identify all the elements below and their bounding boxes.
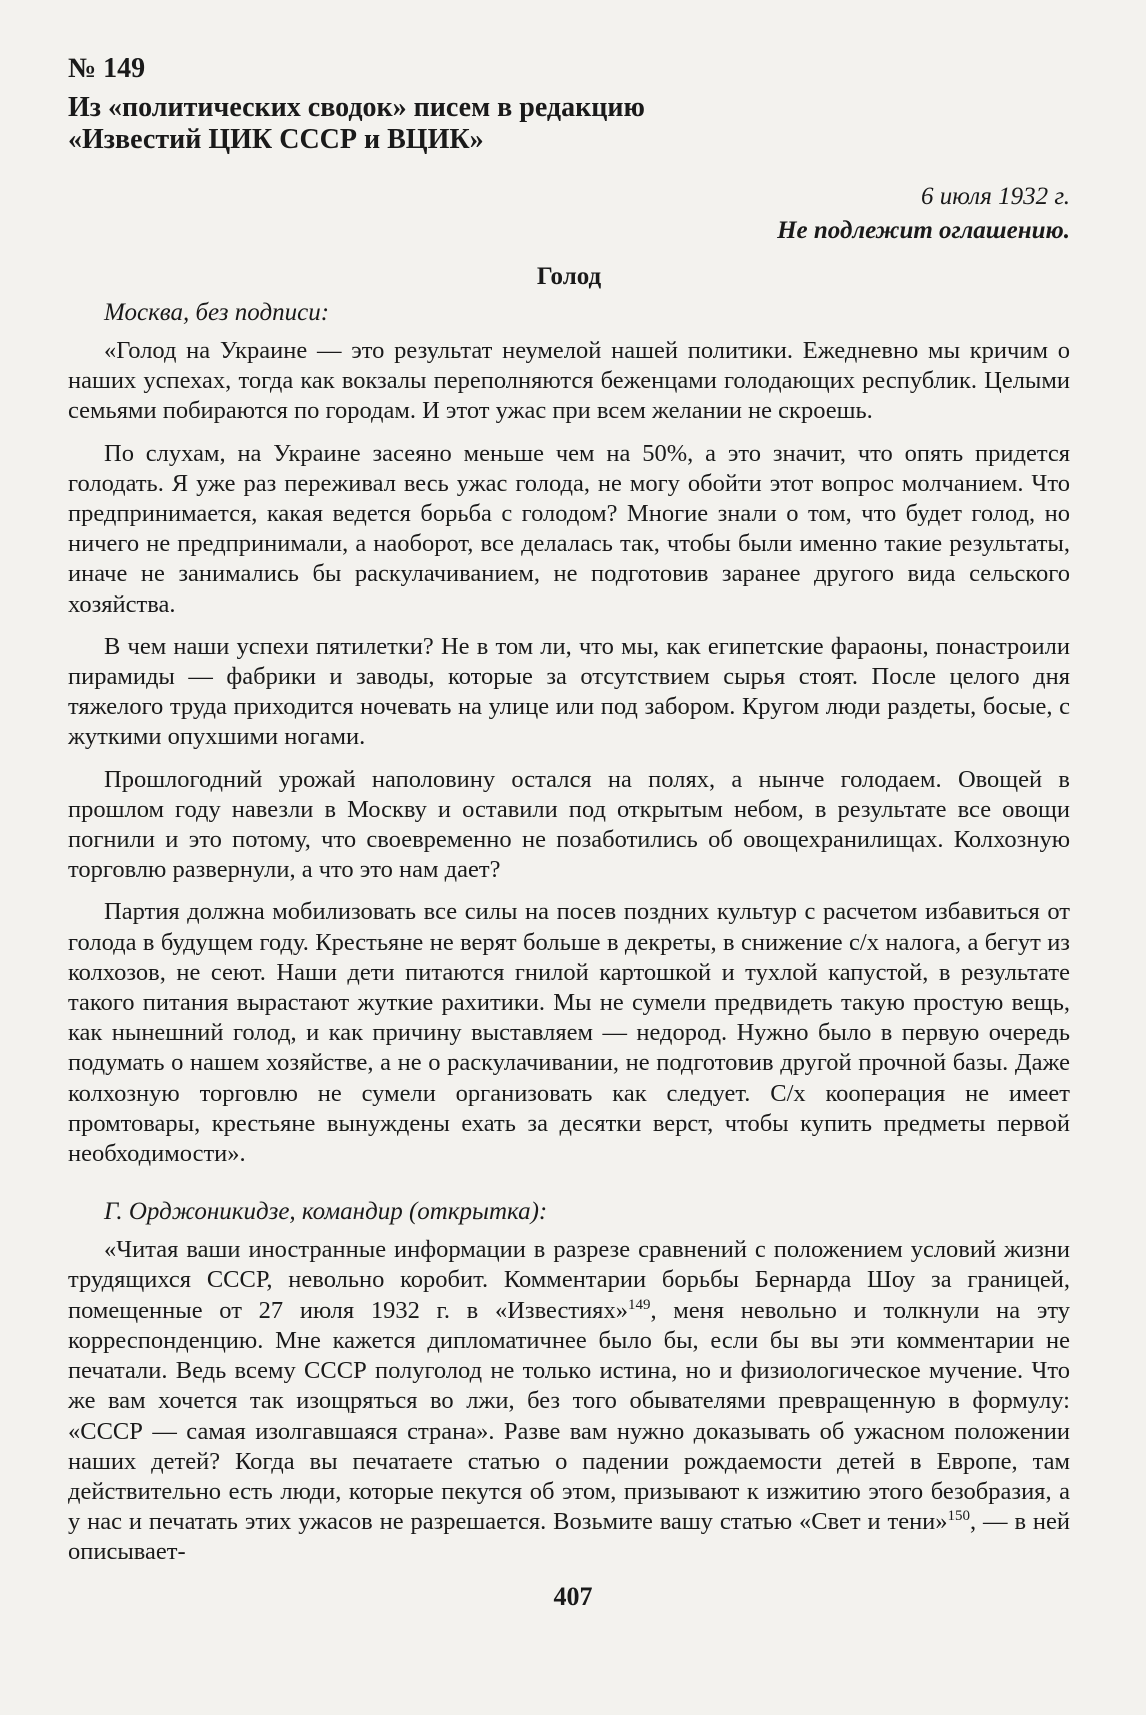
- letter-1-paragraph-1: «Голод на Украине — это результат неумелой нашей политики. Ежедневно мы кричим о наших успехах, тогда как вокзалы переполняются беженцами голодающих республик. Целыми семьями побираются по городам. И этот ужас при всем желании не скроешь.: [68, 337, 1070, 425]
- document-page: [68, 52, 1070, 1692]
- document-title-line-1: Из «политических сводок» писем в редакцию: [68, 92, 645, 123]
- document-title: [68, 92, 1070, 156]
- document-number: № 149: [68, 53, 146, 84]
- document-title-line-2: «Известий ЦИК СССР и ВЦИК»: [68, 124, 484, 155]
- letter-1-paragraph-3: В чем наши успехи пятилетки? Не в том ли, что мы, как египетские фараоны, понастроили пирамиды — фабрики и заводы, которые за отсутствием сырья стоят. После целого дня тяжелого труда приходится ночевать на улице или под забором. Кругом люди раздеты, босые, с жуткими опухшими ногами.: [68, 632, 1070, 751]
- letter-1-paragraph-4: Прошлогодний урожай наполовину остался на полях, а нынче голодаем. Овощей в прошлом году навезли в Москву и оставили под открытым небом, в результате все овощи погнили и это потому, что своевременно не позаботились об овощехранилищах. Колхозную торговлю развернули, а что это нам дает?: [68, 765, 1070, 884]
- letter-2-paragraph-1: [68, 1235, 1070, 1567]
- letter-2-text-part-2: , меня невольно и толкнули на эту корреспонденцию. Мне кажется дипломатичнее было бы, если бы вы эти комментарии не печатали. Ведь всему СССР полуголод не только истина, но и физиологическое мучение. Что же вам хочется так изощряться во лжи, без того обывателями превращенную в формулу: «СССР — самая изолгавшаяся страна». Разве вам нужно доказывать об ужасном положении наших детей? Когда вы печатаете статью о падении рождаемости детей в Европе, там действительно есть люди, которые пекутся об этом, призывают к изжитию этого безобразия, а у нас и печатать этих ужасов не разрешается. Возьмите вашу статью «Свет и тени»: [68, 1296, 1071, 1536]
- letter-2-text-part-1: «Читая ваши иностранные информации в разрезе сравнений с положением условий жизни трудящихся СССР, невольно коробит. Комментарии борьбы Бернарда Шоу за границей, помещенные от 27 июля 1932 г. в «Известиях»: [68, 1236, 1070, 1324]
- page-number: 407: [553, 1582, 593, 1611]
- document-date: 6 июля 1932 г.: [921, 183, 1070, 210]
- letter-2-author: Г. Орджоникидзе, командир (открытка):: [104, 1198, 548, 1226]
- restriction-note: Не подлежит оглашению.: [777, 217, 1070, 244]
- letter-1-author: Москва, без подписи:: [104, 299, 330, 326]
- footnote-ref-149: 149: [627, 1296, 651, 1313]
- footnote-ref-150: 150: [947, 1507, 971, 1524]
- letter-1-paragraph-5: Партия должна мобилизовать все силы на посев поздних культур с расчетом избавиться от голода в будущем году. Крестьяне не верят больше в декреты, в снижение с/х налога, а бегут из колхозов, не сеют. Наши дети питаются гнилой картошкой и тухлой капустой, в результате такого питания вырастают жуткие рахитики. Мы не сумели предвидеть такую простую вещь, как нынешний голод, и как причину выставляем — недород. Нужно было в первую очередь подумать о нашем хозяйстве, а не о раскулачивании, не подготовив другой прочной базы. Даже колхозную торговлю не сумели организовать как следует. С/х кооперация не имеет промтовары, крестьяне вынуждены ехать за десятки верст, чтобы купить предметы первой необходимости».: [68, 898, 1070, 1168]
- letter-1-paragraph-2: По слухам, на Украине засеяно меньше чем на 50%, а это значит, что опять придется голодать. Я уже раз переживал весь ужас голода, не могу обойти этот вопрос молчанием. Что предпринимается, какая ведется борьба с голодом? Многие знали о том, что будет голод, но ничего не предпринимали, а наоборот, все делалась так, чтобы были именно такие результаты, иначе не занимались бы раскулачиванием, не подготовив заранее другого вида сельского хозяйства.: [68, 439, 1070, 618]
- section-title: Голод: [536, 263, 602, 290]
- letter-2-text-part-3: , — в ней описывает-: [68, 1508, 1070, 1566]
